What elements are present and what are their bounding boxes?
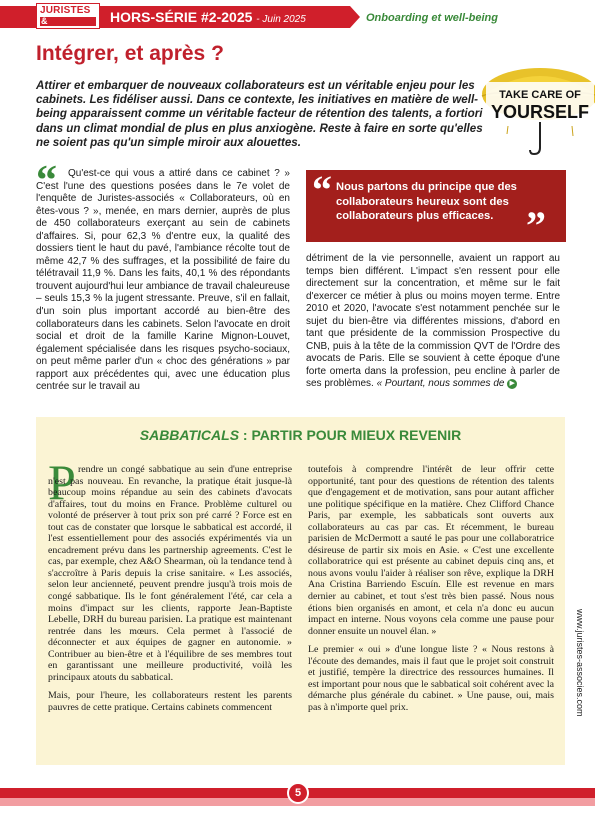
box-paragraph: toutefois à comprendre l'intérêt de leur offrir cette opportunité, tant pour des questions de rétention des talents que d'engagement et de motivation, sans pour autant afficher une politique spécifique en la matière. Chez Clifford Chance Paris, par exemple, les sabbaticals sont ouverts aux collaborateurs au cas par cas. Et récemment, le bureau parisien de McDermott a sauté le pas pour une collaboratrice désireuse de partir six mois en Asie. « C'est une excellente collaboratrice qui est présente au cabinet depuis cinq ans, et nous avons voulu l'aider à réaliser son rêve, explique la DRH Ana Cristina Barriendo Escuín. Elle est revenue en mars dernier au cabinet, et tout s'est très bien passé. Nous nous étions bien organisés en amont, et cela n'a donc eu aucun impact en interne. Nous voyons cela comme une pause pour donner ensuite un nouvel élan. » [308,464,554,637]
logo-ampersand: & [41,16,48,26]
pullquote-open-icon: “ [312,167,332,212]
article-title: Intégrer, et après ? [36,42,224,65]
issue-date: - Juin 2025 [256,14,306,25]
box-column-2 [308,464,554,720]
pullquote-close-icon: ” [526,203,546,248]
magazine-logo [36,3,100,29]
pullquote-text: Nous partons du principe que des collaborateurs heureux sont des collaborateurs plus efficaces. [336,181,517,222]
drop-cap: P [48,454,76,510]
logo-text: JURISTES [40,5,91,16]
header-band-arrow [350,6,360,28]
open-quote-icon: “ [36,158,57,204]
umbrella-line1: TAKE CARE OF [499,89,581,101]
box-paragraph: Mais, pour l'heure, les collaborateurs restent les parents pauvres de cette pratique. Certains cabinets commencent [48,690,292,713]
article-column-2: détriment de la vie personnelle, avaient un rapport au temps bien différent. L'impact s'en ressent pour elle directement sur la concentration, et même sur le fait d'exercer ce métier à plus ou moins moyen terme. Entre 2010 et 2020, l'avocate s'est notamment penchée sur le sujet du bien-être via différentes missions, d'abord en tant que présidente de la commission Prospective du CNB, puis à la tête de la commission QVT de l'Ordre des avocats de Paris. Elle se souvient à cette époque d'une forte omerta dans la profession, peu encline à parler de ses problèmes. « Pourtant, nous sommes de ▶ [306,253,560,390]
pull-quote [306,167,566,248]
umbrella-line2: YOURSELF [490,102,590,122]
section-label: Onboarding et well-being [366,12,498,24]
article-lede: Attirer et embarquer de nouveaux collaborateurs est un véritable enjeu pour les cabinets. Les fidéliser aussi. Dans ce contexte, les initiatives en matière de well-being apparaissent comme un véritable facteur de rétention des talents, a fortiori dans un climat mondial de plus en plus anxiogène. Reste à faire en sorte qu'elles ne soient pas qu'un simple miroir aux alouettes. [36,79,483,149]
continue-arrow-icon: ▶ [507,379,517,389]
box-paragraph: Le premier « oui » d'une longue liste ? « Nous restons à l'écoute des demandes, mais il faut que le projet soit construit et justifié, tempère la directrice des ressources humaines. Il est important pour nous que le sabbatical soit cohérent avec la démarche plus générale du cabinet. » Une pause, oui, mais pas à n'importe quel prix. [308,644,554,713]
page-number: 5 [287,782,309,804]
sidebar-box [36,417,565,765]
page-header [0,0,595,32]
website-url[interactable]: www.juristes-associes.com [575,609,585,717]
box-paragraph: rendre un congé sabbatique au sein d'une entreprise n'est pas nouveau. En revanche, la pratique était jusque-là beaucoup moins répandue au sein des cabinets d'avocats d'affaires, tout du moins en France. Problème culturel ou volonté de préserver à tout prix son pré carré ? Force est en tout cas de constater que lorsque le sabbatical est accordé, il l'est essentiellement pour des associés expérimentés via un encadrement prévu dans les partnership agreements. C'est le cas, par exemple, chez A&O Shearman, où la tendance tend à s'accroître à Paris depuis la crise sanitaire. « Les associés, selon leur ancienneté, peuvent prendre jusqu'à trois mois de congé sabbatique. Ils le font généralement l'été, car cela a moins d'impact sur les clients, rapporte Jean-Baptiste Lebelle, DRH du bureau parisien. La pratique est maintenant rentrée dans les mœurs. Cela permet à l'associé de déconnecter et aux équipes de gagner en autonomie. » Contribuer au bien-être et à l'équilibre de ses membres tout en garantissant une meilleure productivité, voilà les principaux atouts du sabbatical. [48,464,292,683]
box-column-1 [48,464,292,720]
umbrella-illustration [478,66,595,158]
article-column-1: Qu'est-ce qui vous a attiré dans ce cabinet ? » C'est l'une des questions posées dans le 7e volet de l'enquête de Juristes-associés « Collaborateurs, où en êtes-vous ? », menée, en mars dernier, auprès de plus de 450 collaborateurs exerçant au sein de cabinets d'affaires. Si, pour 62,3 % d'entre eux, la qualité des dossiers tient le haut du pavé, l'ambiance récolte tout de même 42,7 % des suffrages, et la possibilité de faire du télétravail 11,9 %. Dans les faits, 40,1 % des répondants trouvent aujourd'hui leur ambiance de travail chaleureuse – seuls 15,3 % la jugent stressante. Preuve, s'il en fallait, d'un soin plus important accordé au bien-être des collaborateurs dans les cabinets. Selon l'avocate en droit social et droit de la famille Karine Mignon-Louvet, également spécialisée dans les risques psycho-sociaux, on peut même parler d'un « choc des générations » par rapport aux précédentes qui, avec une éducation plus centrée sur le travail au [36,168,290,393]
issue-label: HORS-SÉRIE #2-2025 - Juin 2025 [110,9,306,25]
box-title: SABBATICALS : PARTIR POUR MIEUX REVENIR [139,427,462,443]
